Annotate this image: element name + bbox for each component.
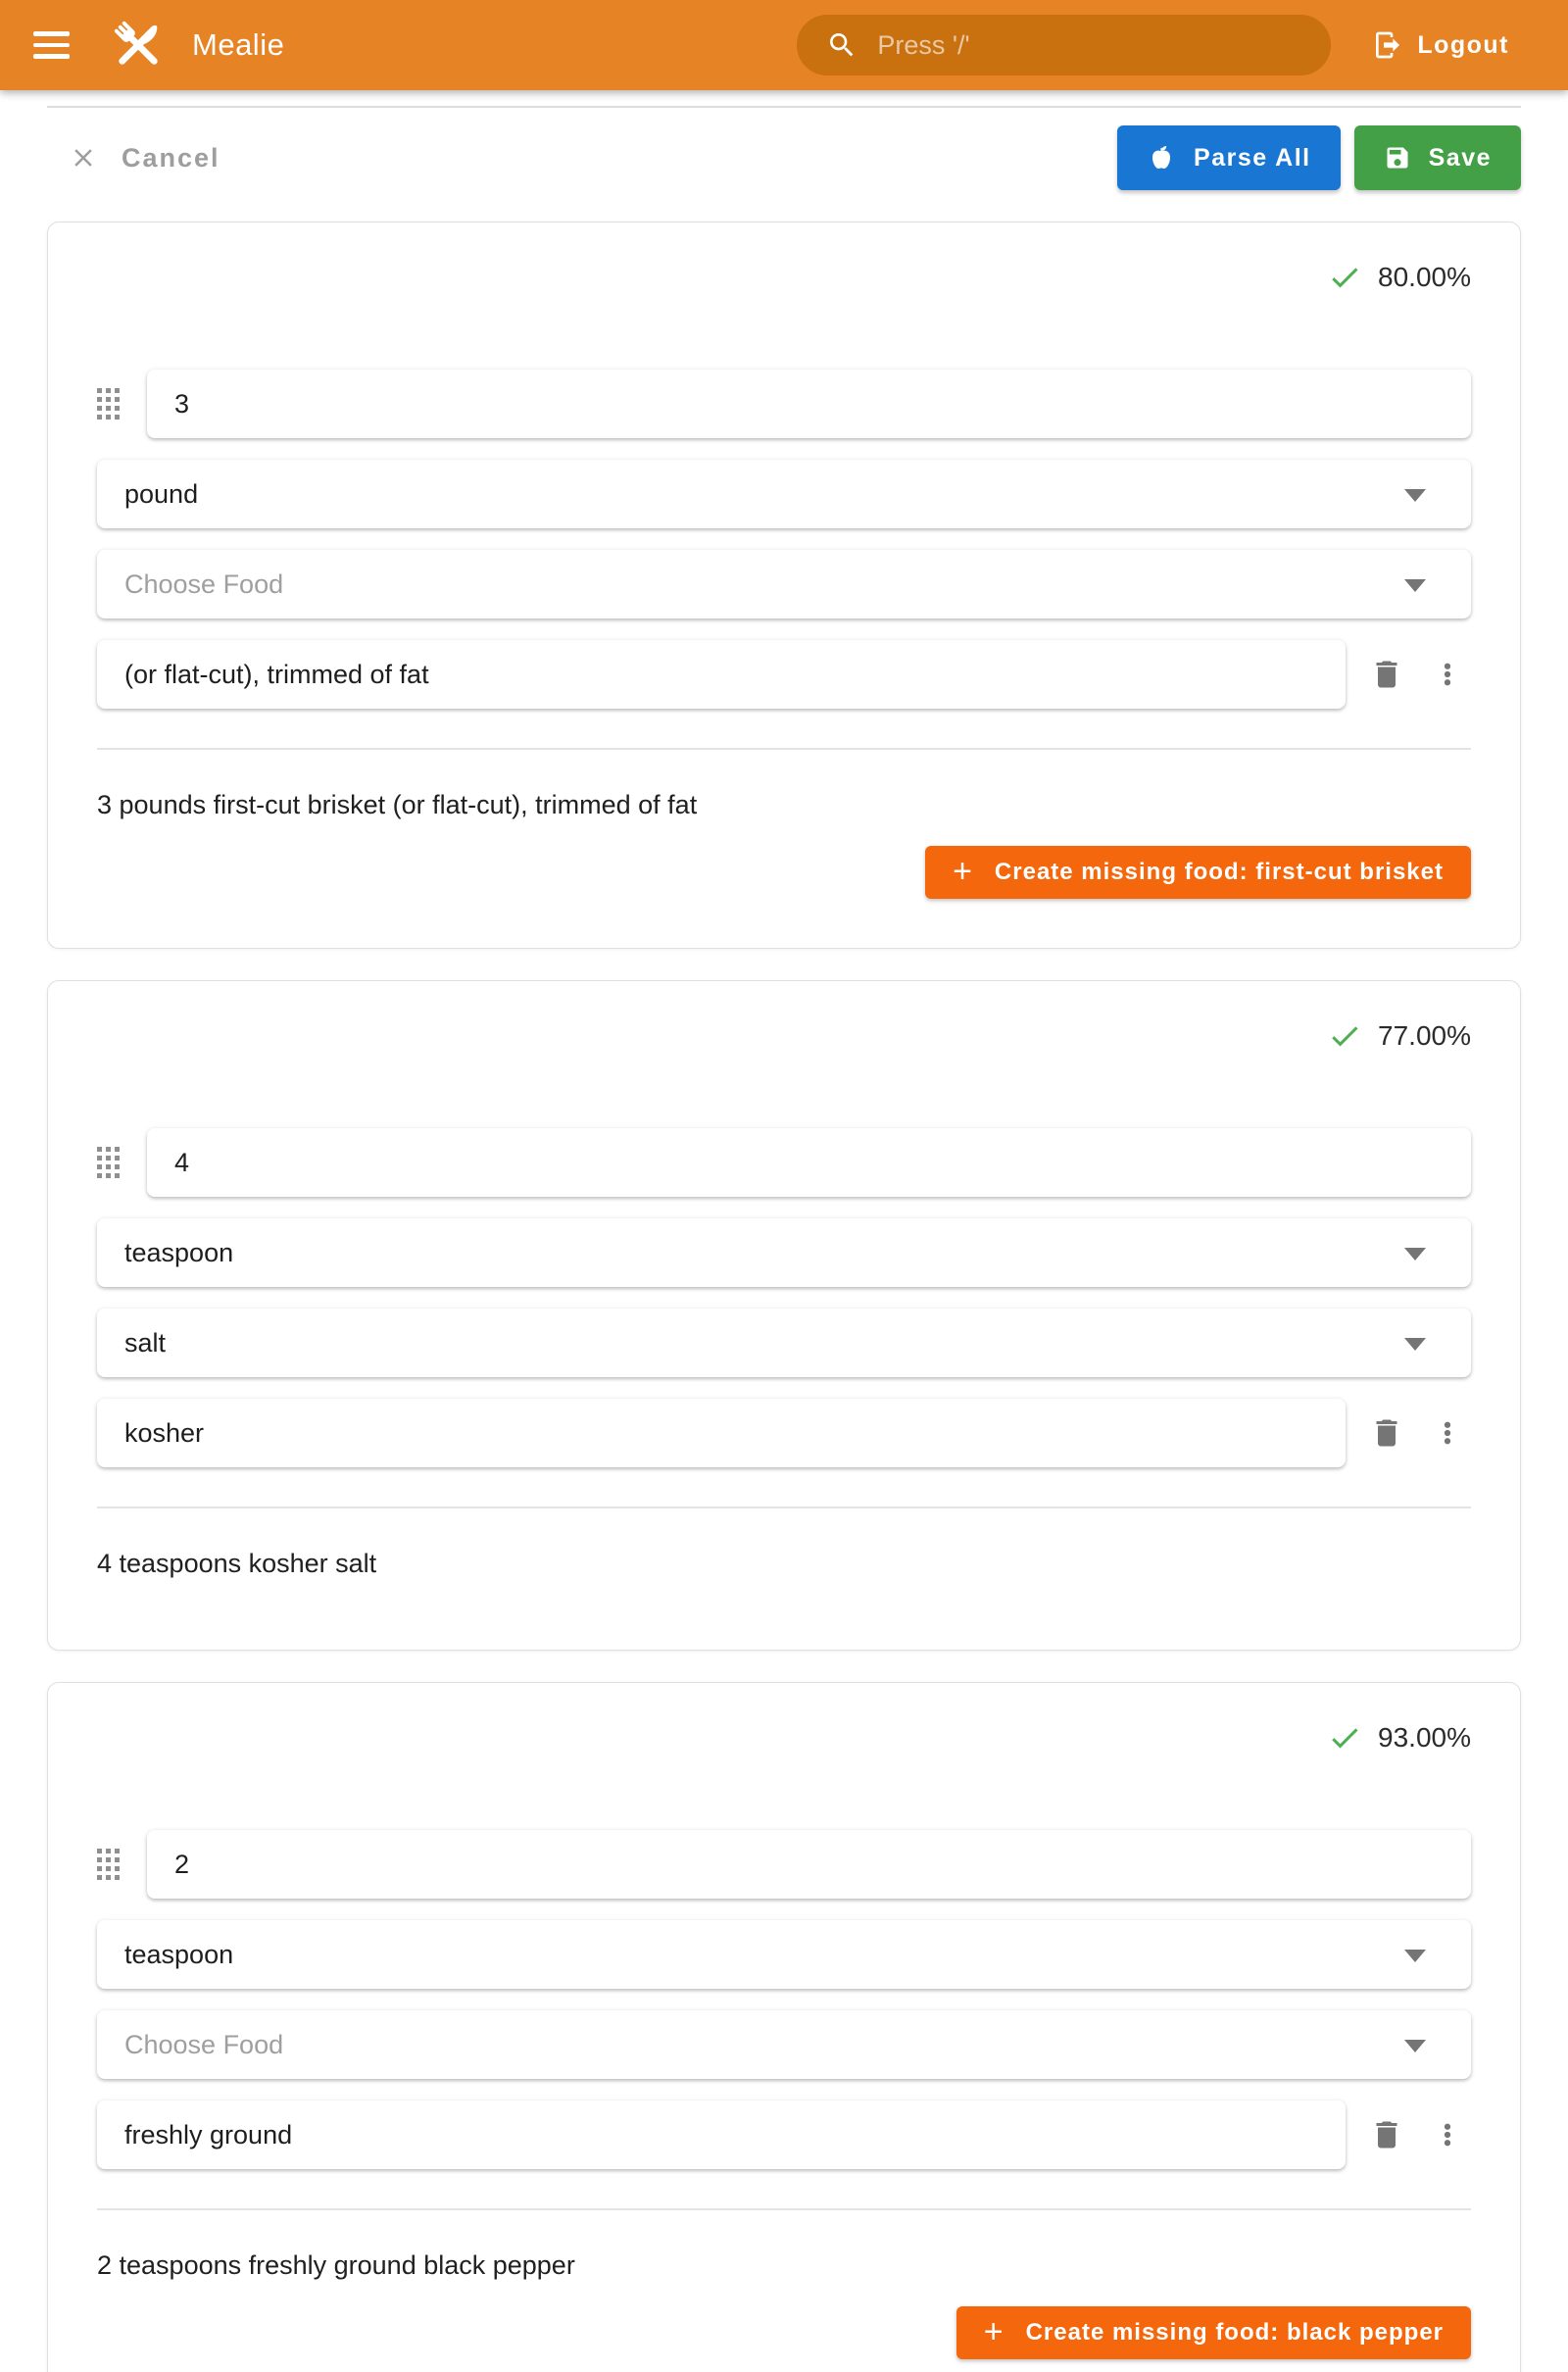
quantity-row: [97, 370, 1471, 438]
quantity-row: [97, 1830, 1471, 1899]
create-food-row: [97, 846, 1471, 899]
food-placeholder: Choose Food: [124, 2029, 284, 2059]
save-label: Save: [1428, 143, 1492, 172]
drag-handle-icon[interactable]: [97, 1147, 120, 1178]
unit-value: teaspoon: [124, 1939, 234, 1969]
plus-icon: +: [953, 852, 973, 890]
search-icon: [826, 29, 858, 61]
unit-select[interactable]: [97, 1920, 1471, 1989]
food-select[interactable]: [97, 1309, 1471, 1377]
note-row: [97, 640, 1471, 709]
apple-icon: [1147, 143, 1176, 173]
app-bar: [0, 0, 1568, 90]
note-input[interactable]: [97, 2100, 1346, 2169]
chevron-down-icon: [1404, 1248, 1426, 1260]
confidence-value: 93.00%: [1378, 1722, 1471, 1753]
card-divider: [97, 2208, 1471, 2210]
app-title: Mealie: [192, 27, 285, 62]
fork-knife-logo-icon: [108, 15, 169, 75]
unit-value: teaspoon: [124, 1237, 234, 1267]
note-input[interactable]: [97, 640, 1346, 709]
confidence-row: [97, 1718, 1471, 1757]
check-icon: [1327, 1018, 1362, 1054]
food-placeholder: Choose Food: [124, 568, 284, 599]
top-divider: [47, 106, 1521, 108]
create-food-row: [97, 2306, 1471, 2359]
delete-button[interactable]: [1363, 651, 1410, 698]
close-icon: [69, 143, 98, 173]
kebab-menu-button[interactable]: [1424, 2111, 1471, 2158]
search-placeholder: Press '/': [877, 29, 970, 60]
plus-icon: +: [983, 2312, 1004, 2350]
quantity-input[interactable]: [147, 1830, 1471, 1899]
create-missing-food-button[interactable]: [925, 846, 1471, 899]
create-missing-food-label: Create missing food: first-cut brisket: [994, 859, 1444, 885]
note-input[interactable]: [97, 1399, 1346, 1467]
unit-select[interactable]: [97, 460, 1471, 528]
logout-label: Logout: [1417, 30, 1509, 59]
card-divider: [97, 1507, 1471, 1508]
confidence-value: 77.00%: [1378, 1020, 1471, 1051]
drag-handle-icon[interactable]: [97, 1849, 120, 1880]
check-icon: [1327, 260, 1362, 295]
parse-all-label: Parse All: [1194, 143, 1311, 172]
food-value: salt: [124, 1327, 167, 1358]
save-icon: [1384, 144, 1411, 172]
ingredient-card: [47, 1682, 1521, 2372]
chevron-down-icon: [1404, 579, 1426, 592]
original-text: 2 teaspoons freshly ground black pepper: [97, 2250, 575, 2280]
confidence-row: [97, 258, 1471, 297]
page-content: [0, 106, 1568, 2372]
create-missing-food-label: Create missing food: black pepper: [1025, 2319, 1444, 2346]
original-text: 4 teaspoons kosher salt: [97, 1549, 377, 1578]
chevron-down-icon: [1404, 489, 1426, 502]
unit-value: pound: [124, 478, 199, 509]
chevron-down-icon: [1404, 2040, 1426, 2052]
check-icon: [1327, 1720, 1362, 1755]
create-missing-food-button[interactable]: [956, 2306, 1471, 2359]
food-select[interactable]: [97, 2010, 1471, 2079]
save-button[interactable]: [1354, 125, 1521, 190]
note-row: [97, 2100, 1471, 2169]
delete-button[interactable]: [1363, 2111, 1410, 2158]
logout-button[interactable]: [1372, 29, 1509, 61]
drag-handle-icon[interactable]: [97, 388, 120, 420]
original-text: 3 pounds first-cut brisket (or flat-cut), trimmed of fat: [97, 790, 698, 819]
logout-icon: [1372, 29, 1403, 61]
note-row: [97, 1399, 1471, 1467]
ingredient-card: [47, 980, 1521, 1651]
kebab-menu-button[interactable]: [1424, 1409, 1471, 1457]
quantity-input[interactable]: [147, 1128, 1471, 1197]
delete-button[interactable]: [1363, 1409, 1410, 1457]
parse-all-button[interactable]: [1117, 125, 1341, 190]
food-select[interactable]: [97, 550, 1471, 618]
quantity-row: [97, 1128, 1471, 1197]
unit-select[interactable]: [97, 1218, 1471, 1287]
quantity-input[interactable]: [147, 370, 1471, 438]
card-divider: [97, 748, 1471, 750]
ingredient-card: [47, 222, 1521, 949]
kebab-menu-button[interactable]: [1424, 651, 1471, 698]
menu-icon[interactable]: [33, 22, 80, 69]
confidence-value: 80.00%: [1378, 262, 1471, 292]
confidence-row: [97, 1016, 1471, 1056]
chevron-down-icon: [1404, 1338, 1426, 1351]
toolbar: [47, 125, 1521, 190]
cancel-label: Cancel: [122, 142, 220, 173]
search-input[interactable]: [797, 15, 1331, 75]
cancel-button[interactable]: [47, 143, 220, 173]
chevron-down-icon: [1404, 1950, 1426, 1962]
